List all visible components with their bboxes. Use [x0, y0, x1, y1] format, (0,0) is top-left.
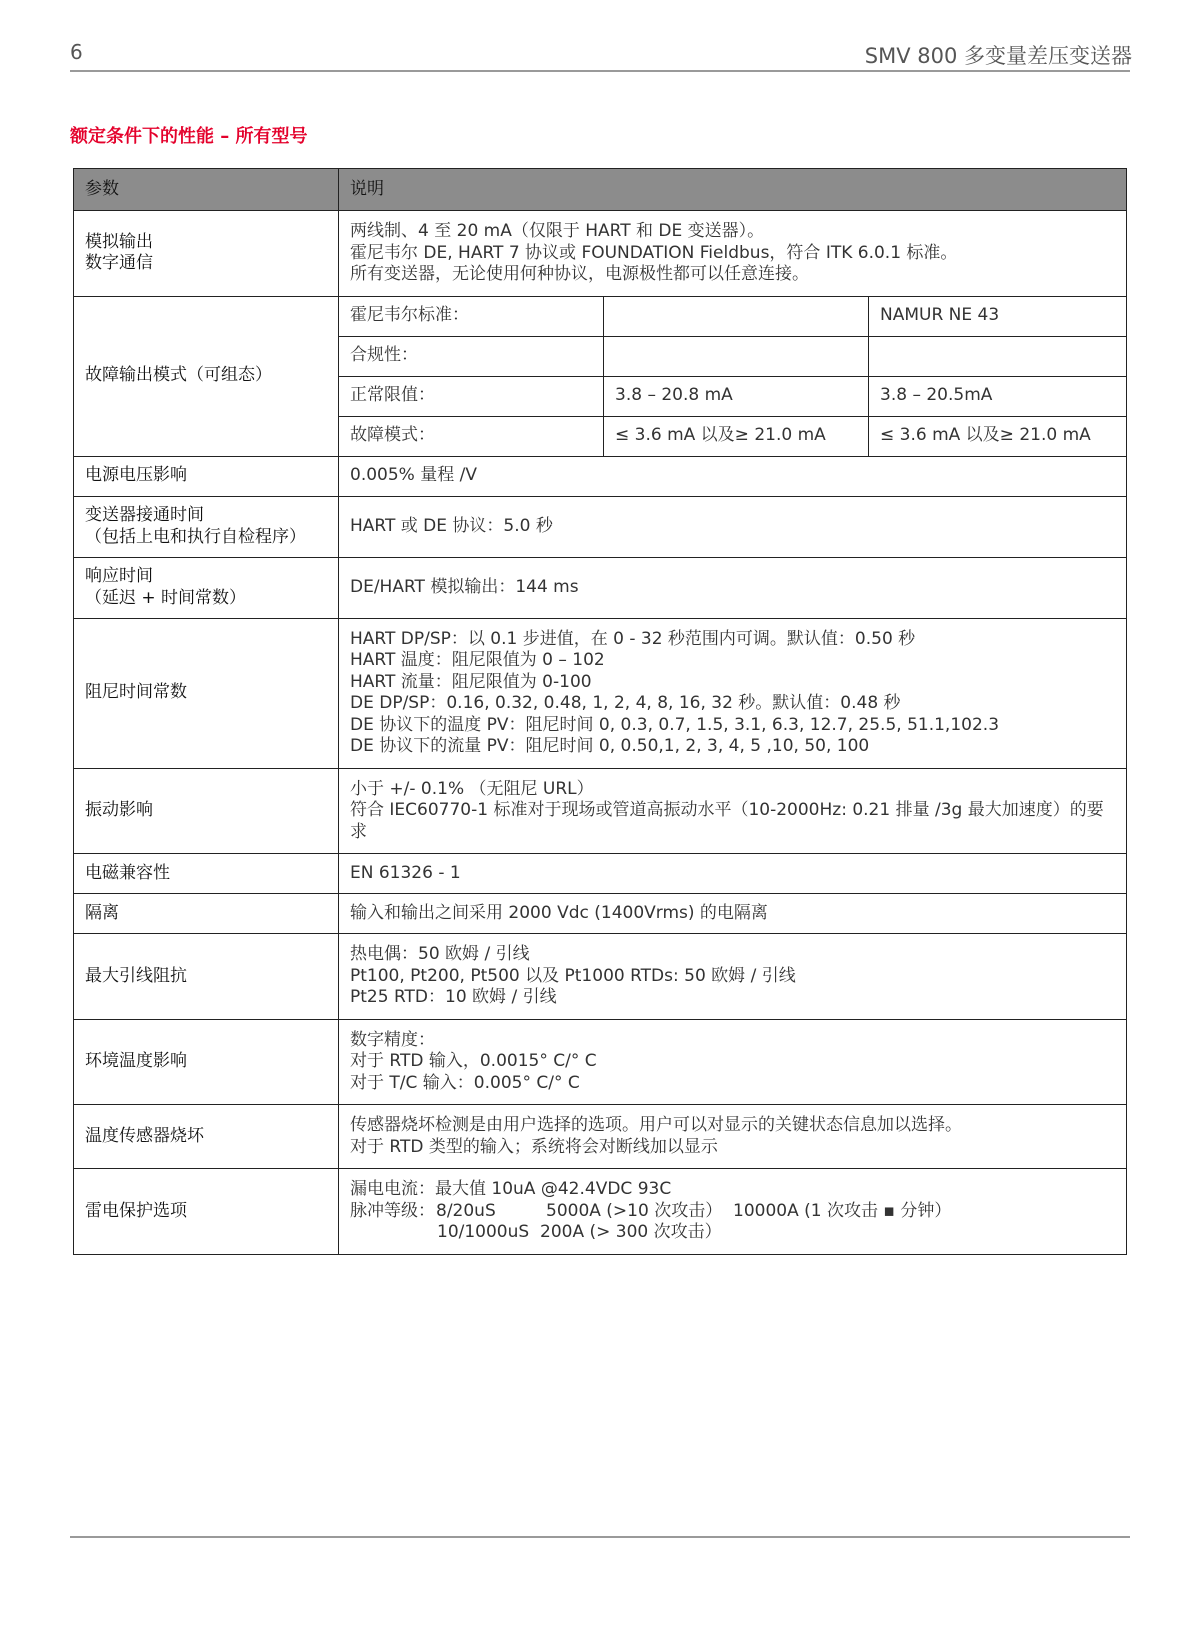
desc-line: 符合 IEC60770-1 标准对于现场或管道高振动水平（10-2000Hz: 0.21 排量 /3g 最大加速度）的要求 [350, 800, 1104, 842]
desc-line: Pt100, Pt200, Pt500 以及 Pt1000 RTDs: 50 欧姆 / 引线 [350, 965, 796, 986]
desc-line: 对于 RTD 输入，0.0015° C/° C [350, 1051, 597, 1071]
param-cell: 振动影响 [74, 768, 339, 854]
failsafe-label: 正常限值： [339, 376, 604, 416]
header-divider [70, 70, 1130, 72]
document-title: SMV 800 多变量差压变送器 [864, 44, 1132, 68]
param-cell: 电源电压影响 [74, 456, 339, 496]
param-line: 响应时间 [85, 566, 153, 586]
pulse-wave: 8/20uS [436, 1200, 496, 1221]
desc-cell: DE/HART 模拟输出：144 ms [339, 557, 1127, 618]
desc-line: HART 流量：阻尼限值为 0-100 [350, 671, 592, 692]
param-cell: 温度传感器烧坏 [74, 1105, 339, 1169]
footer-divider [70, 1536, 1130, 1538]
desc-line: 霍尼韦尔 DE, HART 7 协议或 FOUNDATION Fieldbus，符合 ITK 6.0.1 标准。 [350, 242, 958, 263]
desc-cell: 输入和输出之间采用 2000 Vdc (1400Vrms) 的电隔离 [339, 894, 1127, 934]
desc-cell: HART 或 DE 协议：5.0 秒 [339, 496, 1127, 557]
param-cell: 环境温度影响 [74, 1019, 339, 1105]
table-row [74, 211, 1127, 297]
failsafe-value [604, 296, 869, 336]
failsafe-value [604, 336, 869, 376]
param-cell [74, 211, 339, 297]
desc-line: 两线制、4 至 20 mA（仅限于 HART 和 DE 变送器）。 [350, 221, 765, 241]
section-heading: 额定条件下的性能 – 所有型号 [70, 126, 308, 147]
pulse-value: 5000A (>10 次攻击） [546, 1200, 723, 1221]
desc-line: 热电偶：50 欧姆 / 引线 [350, 944, 530, 964]
desc-line: 小于 +/- 0.1% （无阻尼 URL） [350, 778, 594, 799]
table-row [74, 854, 1127, 894]
param-cell: 电磁兼容性 [74, 854, 339, 894]
table-row [74, 1169, 1127, 1255]
param-cell [74, 496, 339, 557]
table-row [74, 894, 1127, 934]
table-row [74, 456, 1127, 496]
desc-line: DE 协议下的温度 PV：阻尼时间 0, 0.3, 0.7, 1.5, 3.1, 6.3, 12.7, 25.5, 51.1,102.3 [350, 714, 1000, 735]
table-row [74, 557, 1127, 618]
desc-line: 对于 RTD 类型的输入；系统将会对断线加以显示 [350, 1136, 718, 1157]
pulse-line [350, 1201, 1115, 1223]
param-line: 变送器接通时间 [85, 505, 204, 525]
pulse-value: 10000A (1 次攻击 ▪ 分钟） [733, 1200, 952, 1221]
param-cell: 雷电保护选项 [74, 1169, 339, 1255]
pulse-value: 200A (> 300 次攻击） [540, 1222, 722, 1242]
desc-cell [339, 934, 1127, 1020]
desc-cell [339, 1105, 1127, 1169]
page-number: 6 [70, 40, 83, 64]
pulse-line [350, 1222, 1115, 1244]
table-row [74, 1019, 1127, 1105]
table-row [74, 1105, 1127, 1169]
desc-line: DE 协议下的流量 PV：阻尼时间 0, 0.50,1, 2, 3, 4, 5 ,10, 50, 100 [350, 736, 870, 756]
desc-line: HART DP/SP：以 0.1 步进值，在 0 - 32 秒范围内可调。默认值：0.50 秒 [350, 628, 916, 649]
desc-line: DE DP/SP：0.16, 0.32, 0.48, 1, 2, 4, 8, 16, 32 秒。默认值：0.48 秒 [350, 693, 901, 713]
failsafe-value: ≤ 3.6 mA 以及≥ 21.0 mA [869, 416, 1127, 456]
failsafe-value: 3.8 – 20.5mA [869, 376, 1127, 416]
table-row [74, 618, 1127, 768]
param-cell: 最大引线阻抗 [74, 934, 339, 1020]
table-row [74, 496, 1127, 557]
desc-line: Pt25 RTD：10 欧姆 / 引线 [350, 987, 557, 1007]
desc-line: 对于 T/C 输入：0.005° C/° C [350, 1072, 580, 1093]
param-line: 模拟输出 [85, 231, 153, 252]
table-row [74, 768, 1127, 854]
table-row [74, 934, 1127, 1020]
failsafe-label: 故障模式： [339, 416, 604, 456]
failsafe-value: ≤ 3.6 mA 以及≥ 21.0 mA [604, 416, 869, 456]
failsafe-label: 霍尼韦尔标准： [339, 296, 604, 336]
desc-cell: 0.005% 量程 /V [339, 456, 1127, 496]
pulse-wave: 10/1000uS [437, 1222, 530, 1242]
desc-cell [339, 768, 1127, 854]
col-header-desc: 说明 [339, 169, 1127, 211]
param-cell: 阻尼时间常数 [74, 618, 339, 768]
desc-line: 所有变送器，无论使用何种协议，电源极性都可以任意连接。 [350, 264, 809, 284]
param-line: （包括上电和执行自检程序） [85, 526, 306, 547]
desc-line: 传感器烧坏检测是由用户选择的选项。用户可以对显示的关键状态信息加以选择。 [350, 1115, 962, 1135]
failsafe-label: 合规性： [339, 336, 604, 376]
desc-line: 数字精度： [350, 1029, 435, 1050]
desc-cell [339, 211, 1127, 297]
param-cell: 故障输出模式（可组态） [74, 296, 339, 456]
desc-line: 漏电电流：最大值 10uA @42.4VDC 93C [350, 1179, 672, 1199]
param-line: 数字通信 [85, 253, 153, 274]
table-header-row [74, 169, 1127, 211]
failsafe-value: NAMUR NE 43 [869, 296, 1127, 336]
pulse-label: 脉冲等级： [350, 1200, 435, 1221]
desc-cell [339, 1019, 1127, 1105]
table-row [74, 296, 1127, 336]
spec-table [73, 168, 1127, 1255]
param-line: （延迟 + 时间常数） [85, 587, 247, 608]
desc-cell [339, 1169, 1127, 1255]
param-cell [74, 557, 339, 618]
col-header-param: 参数 [74, 169, 339, 211]
failsafe-value [869, 336, 1127, 376]
param-cell: 隔离 [74, 894, 339, 934]
desc-cell: EN 61326 - 1 [339, 854, 1127, 894]
desc-line: HART 温度：阻尼限值为 0 – 102 [350, 650, 605, 670]
failsafe-value: 3.8 – 20.8 mA [604, 376, 869, 416]
desc-cell [339, 618, 1127, 768]
